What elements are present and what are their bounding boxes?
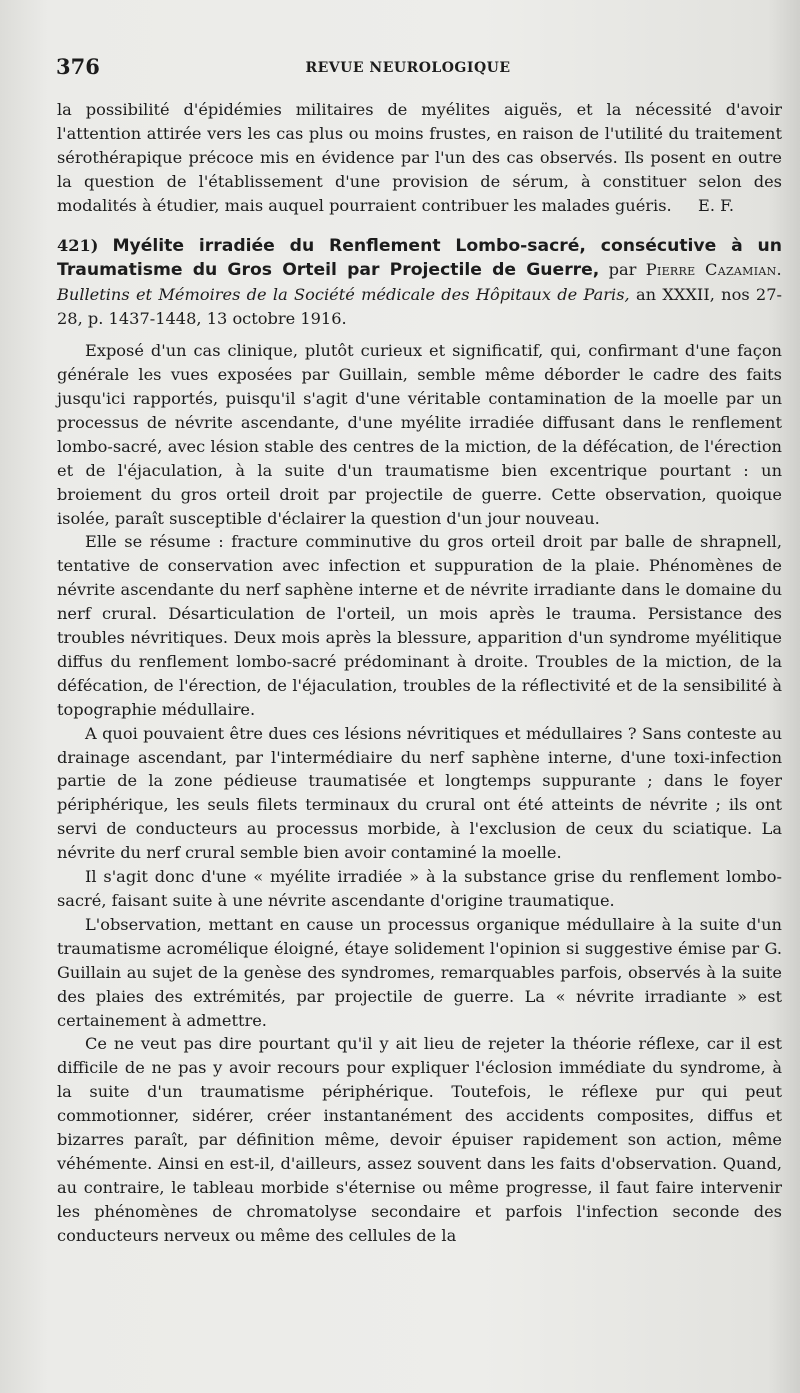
article-title: Myélite irradiée du Renflement Lombo-sacré, consécutive à un Traumatisme du Gros Orteil par Projectile de Guerre, xyxy=(57,235,782,281)
page-header xyxy=(56,54,760,84)
previous-article-signature: E. F. xyxy=(698,195,734,215)
page-body xyxy=(57,98,782,1248)
article-journal: Bulletins et Mémoires de la Société médicale des Hôpitaux de Paris, xyxy=(57,285,630,305)
article-author: Pierre Cazamian. xyxy=(645,260,782,280)
running-title: REVUE NEUROLOGIQUE xyxy=(305,60,511,76)
page-number: 376 xyxy=(56,54,100,79)
article-paragraph: L'observation, mettant en cause un processus organique médullaire à la suite d'un traumatisme acromélique éloigné, étaye solidement l'opinion si suggestive émise par G. Guillain au sujet de la genèse des syndromes, remarquables parfois, observés à la suite des plaies des extrémités, par projectile de guerre. La « névrite irradiante » est certainement à admettre. xyxy=(57,914,782,1030)
article-reference: an XXXII, nos 27-28, p. 1437-1448, 13 octobre 1916. xyxy=(57,285,782,329)
article-paragraph: Exposé d'un cas clinique, plutôt curieux et significatif, qui, confirmant d'une façon générale les vues exposées par Guillain, semble même déborder le cadre des faits jusqu'ici rapportés, puisqu'il s'agit d'une véritable contamination de la moelle par un processus de névrite ascendante, d'une myélite irradiée diffusant dans le renflement lombo-sacré, avec lésion stable des centres de la miction, de la défécation, de l'érection et de l'éjaculation, à la suite d'un traumatisme bien excentrique pourtant : un broiement du gros orteil droit par projectile de guerre. Cette observation, quoique isolée, paraît susceptible d'éclairer la question d'un jour nouveau. xyxy=(57,341,782,528)
article-heading xyxy=(57,234,782,332)
article-number: 421) xyxy=(57,235,99,255)
previous-article-closing-paragraph: la possibilité d'épidémies militaires de myélites aiguës, et la nécessité d'avoir l'attention attirée vers les cas plus ou moins frustes, en raison de l'utilité du traitement sérothérapique précoce mis en évidence par l'un des cas observés. Ils posent en outre la question de l'établissement d'une provision de sérum, à constituer selon des modalités à étudier, mais auquel pourraient contribuer les malades guéris. xyxy=(57,100,782,215)
article-paragraph: Ce ne veut pas dire pourtant qu'il y ait lieu de rejeter la théorie réflexe, car il est difficile de ne pas y avoir recours pour expliquer l'éclosion immédiate du syndrome, à la suite d'un traumatisme périphérique. Toutefois, le réflexe pur qui peut commotionner, sidérer, créer instantanément des accidents composites, diffus et bizarres paraît, par définition même, devoir épuiser rapidement son action, même véhémente. Ainsi en est-il, d'ailleurs, assez souvent dans les faits d'observation. Quand, au contraire, le tableau morbide s'éternise ou même progresse, il faut faire intervenir les phénomènes de chromatolyse secondaire et parfois l'infection seconde des conducteurs nerveux ou même des cellules de la xyxy=(57,1034,782,1245)
article-paragraph: A quoi pouvaient être dues ces lésions névritiques et médullaires ? Sans conteste au drainage ascendant, par l'intermédiaire du nerf saphène interne, d'une toxi-infection partie de la zone pédieuse traumatisée et longtemps suppurante ; dans le foyer périphérique, les seuls filets terminaux du crural ont été atteints de névrite ; ils ont servi de conducteurs au processus morbide, à l'exclusion de ceux du sciatique. La névrite du nerf crural semble bien avoir contaminé la moelle. xyxy=(57,723,782,863)
article-paragraph: Il s'agit donc d'une « myélite irradiée » à la substance grise du renflement lombo-sacré, faisant suite à une névrite ascendante d'origine traumatique. xyxy=(57,867,782,911)
article-paragraph: Elle se résume : fracture comminutive du gros orteil droit par balle de shrapnell, tentative de conservation avec infection et suppuration de la plaie. Phénomènes de névrite ascendante du nerf saphène interne et de névrite irradiante dans le domaine du nerf crural. Désarticulation de l'orteil, un mois après le trauma. Persistance des troubles névritiques. Deux mois après la blessure, apparition d'un syndrome myélitique diffus du renflement lombo-sacré prédominant à droite. Troubles de la miction, de la défécation, de l'érection, de l'éjaculation, troubles de la réflectivité et de la sensibilité à topographie médullaire. xyxy=(57,532,782,719)
article-by: par xyxy=(608,260,637,280)
